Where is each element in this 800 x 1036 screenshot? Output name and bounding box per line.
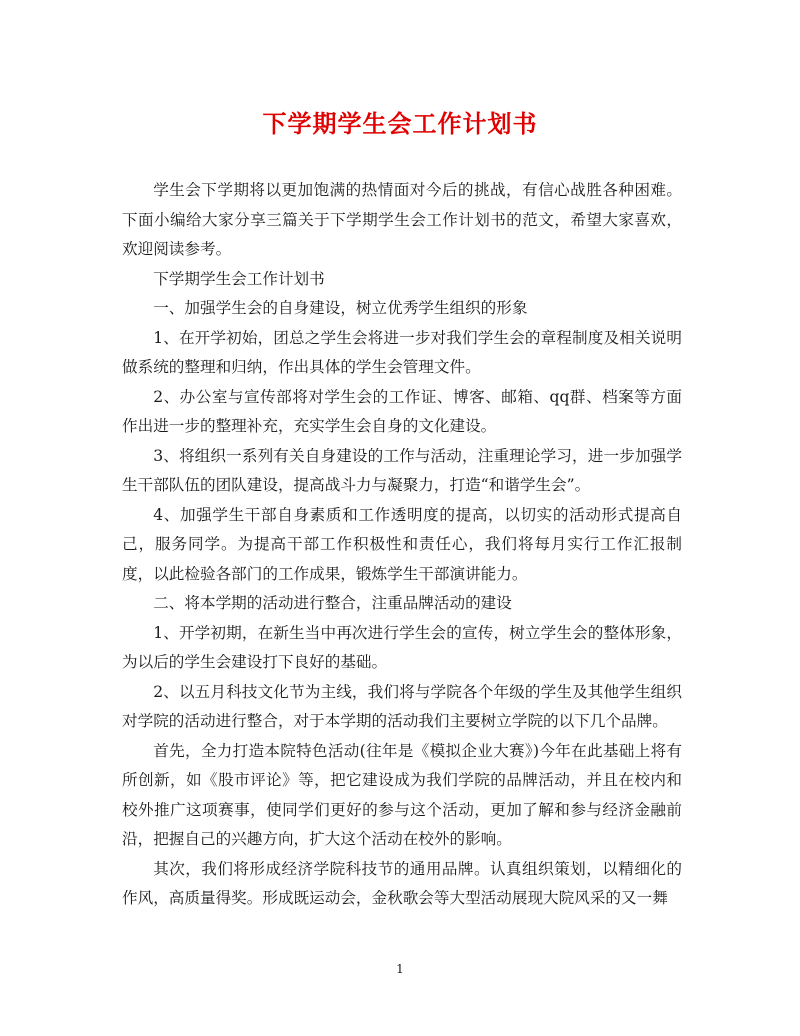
- document-title: 下学期学生会工作计划书: [262, 109, 538, 138]
- paragraph-item-1-4: 4、加强学生干部自身素质和工作透明度的提高，以切实的活动形式提高自己，服务同学。为提高干部工作积极性和责任心，我们将每月实行工作汇报制度，以此检验各部门的工作成果，锻炼学生干部演讲能力。: [122, 505, 682, 583]
- page-number: 1: [396, 962, 404, 976]
- document-body: [122, 176, 682, 914]
- section-heading-2: 二、将本学期的活动进行整合，注重品牌活动的建设: [153, 594, 512, 612]
- paragraph-item-2-1: 1、开学初期，在新生当中再次进行学生会的宣传，树立学生会的整体形象，为以后的学生会建设打下良好的基础。: [122, 623, 682, 671]
- paragraph-item-1-2: 2、办公室与宣传部将对学生会的工作证、博客、邮箱、qq群、档案等方面作出进一步的整理补充，充实学生会自身的文化建设。: [122, 387, 682, 435]
- paragraph-item-2-2: 2、以五月科技文化节为主线，我们将与学院各个年级的学生及其他学生组织对学院的活动进行整合，对于本学期的活动我们主要树立学院的以下几个品牌。: [122, 682, 682, 730]
- section-heading-1: 一、加强学生会的自身建设，树立优秀学生组织的形象: [153, 299, 528, 317]
- paragraph-subtitle: 下学期学生会工作计划书: [153, 269, 325, 288]
- paragraph-item-1-1: 1、在开学初始，团总之学生会将进一步对我们学生会的章程制度及相关说明做系统的整理和归纳，作出具体的学生会管理文件。: [122, 328, 682, 376]
- paragraph-item-1-3: 3、将组织一系列有关自身建设的工作与活动，注重理论学习，进一步加强学生干部队伍的团队建设，提高战斗力与凝聚力，打造“和谐学生会”。: [122, 446, 682, 494]
- paragraph-first: 首先，全力打造本院特色活动(往年是《模拟企业大赛》)今年在此基础上将有所创新，如《股市评论》等，把它建设成为我们学院的品牌活动，并且在校内和校外推广这项赛事，使同学们更好的参与这个活动，更加了解和参与经济金融前沿，把握自己的兴趣方向，扩大这个活动在校外的影响。: [122, 741, 682, 848]
- paragraph-second: 其次，我们将形成经济学院科技节的通用品牌。认真组织策划，以精细化的作风，高质量得奖。形成既运动会，金秋歌会等大型活动展现大院风采的又一舞: [122, 859, 682, 907]
- paragraph-intro: 学生会下学期将以更加饱满的热情面对今后的挑战，有信心战胜各种困难。下面小编给大家分享三篇关于下学期学生会工作计划书的范文，希望大家喜欢，欢迎阅读参考。: [122, 181, 682, 258]
